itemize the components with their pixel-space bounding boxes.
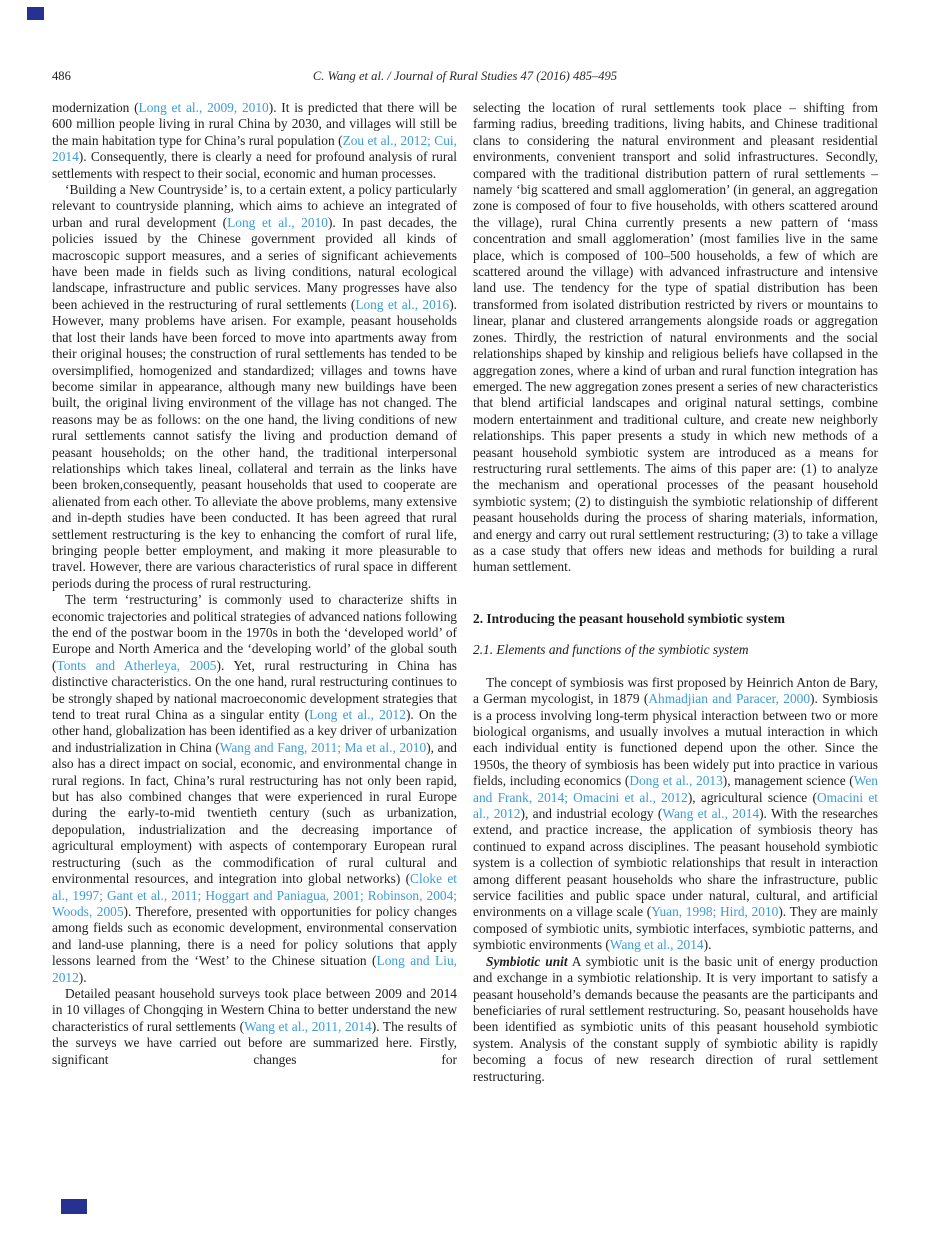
annotation-mark-top-left xyxy=(27,7,44,20)
citation-link[interactable]: Zou et al., 2012; Cui, 2014 xyxy=(52,132,457,165)
citation-link[interactable]: Long et al., 2009, 2010 xyxy=(138,100,269,115)
text-run: ), and also has a direct impact on social, economic, and environmental change in rural regions. In fact, China’s rural restructuring has not only been rapid, but has also combined changes that were experienced in rural Europe during the early-to-mid twentieth century (such as urbanization, depopulation, industrialization and the decreasing importance of agricultural employment) with aspects of contemporary European rural restructuring (such as the commodification of rural cultural and environmental resources, and integration into global networks) ( xyxy=(52,739,457,887)
text-run: ‘Building a New Countryside’ is, to a certain extent, a policy particularly relevant to countryside planning, which aims to achieve an integrated of urban and rural development ( xyxy=(52,182,457,230)
text-run: ). It is predicted that there will be 600 million people living in rural China by 2030, and villages will still be the main habitation type for China’s rural population ( xyxy=(52,100,457,148)
text-run: ), agricultural science ( xyxy=(687,789,817,805)
running-head: C. Wang et al. / Journal of Rural Studies 47 (2016) 485–495 xyxy=(312,69,618,83)
subsection-heading-2-1: 2.1. Elements and functions of the symbiotic system xyxy=(473,641,749,657)
citation-link[interactable]: Wang and Fang, 2011; Ma et al., 2010 xyxy=(219,739,427,755)
citation-link[interactable]: Yuan, 1998; Hird, 2010 xyxy=(651,904,779,920)
run-in-term: Symbiotic unit xyxy=(486,953,568,969)
text-run: The concept of symbiosis was first proposed by Heinrich Anton de Bary, a German mycologist, in 1879 ( xyxy=(473,674,878,707)
citation-link[interactable]: Omacini et al., 2012 xyxy=(473,789,878,822)
text-run: ), and industrial ecology ( xyxy=(520,806,663,822)
text-run: A symbiotic unit is the basic unit of energy production and exchange in a symbiotic relationship. It is very important to satisfy a peasant household’s demands because the peasants are the participants and beneficiaries of rural settlement restructuring. So, peasant households have been identified as symbiotic units of this peasant household symbiotic system. Analysis of the constant supply of symbiotic ability is rapidly becoming a focus of new research direction of rural settlement restructuring. xyxy=(473,953,878,1084)
section-heading-2: 2. Introducing the peasant household symbiotic system xyxy=(473,610,785,626)
text-run: selecting the location of rural settlements took place – shifting from farming radius, breeding traditions, living habits, and Chinese traditional clans to considering the natural environment and pleasant residential environments, convenient transport and solid infrastructures. Secondly, compared with the traditional distribution pattern of rural settlements – namely ‘big scattered and small agglomeration’ (in general, an aggregation zone is composed of four to five households, with others scattered around the village), rural China currently presents a new pattern of ‘mass concentration and small agglomeration’ (most families live in the same place, which is composed of 100–500 households, a few of which are scattered around the village) with advanced infrastructure and intensive land use. The tendency for the type of spatial distribution has been transformed from isolated distribution restricted by rivers or mountains to linear, planar and clustered arrangements alongside roads or aggregation zones. Thirdly, the restriction of natural environments and the social relationships shaped by kinship and religious beliefs have collapsed in the aggregation zones, where a kind of urban and rural function integration has emerged. The new aggregation zones present a series of new characteristics that blend artificial landscapes and original natural settings, combine modern entertainment and traditional culture, and create new neighborly relationships. This paper presents a study in which new methods of a peasant household symbiotic system are introduced as a means for restructuring rural settlements. The aims of this paper are: (1) to analyze the mechanism and operational processes of the peasant household symbiotic system; (2) to distinguish the symbiotic relationship of different peasant households during the process of sharing materials, information, and energy and carry out rural settlement restructuring; (3) to take a village as a case study that offers new ideas and methods for building a rural human settlement. xyxy=(473,100,878,575)
text-run: Detailed peasant household surveys took place between 2009 and 2014 in 10 villages of Chongqing in Western China to better understand the new characteristics of rural settlements ( xyxy=(52,985,457,1034)
text-run: modernization ( xyxy=(52,100,139,115)
text-run: ). With the researches extend, and practice increase, the application of symbiosis theory has continued to expand across disciplines. The peasant household symbiotic system is a collection of symbiotic relationships that result in interaction among different peasant households who share the infrastructure, public service facilities and public space under natural, cultural, and artificial environments on a village scale ( xyxy=(473,806,879,920)
text-run: ). In past decades, the policies issued by the Chinese government provided all kinds of macroscopic support measures, and a series of significant achievements have been made in fields such as living conditions, natural ecological landscape, infrastructure and public services. Many progresses have also been achieved in the restructuring of rural settlements ( xyxy=(52,214,457,312)
text-run: ). On the other hand, globalization has been identified as a key driver of urbanization and industrialization in China ( xyxy=(52,707,457,755)
paragraph-restructuring-term xyxy=(52,592,457,986)
article-body xyxy=(52,100,878,1085)
text-run: ). However, many problems have arisen. For example, peasant households that lost their lands have been forced to move into apartments away from their original houses; the construction of rural settlements has tended to be oversimplified, homogenized and standardized; villages and towns have become similar in appearance, although many new buildings have been built, the original living environment of the village has not changed. The reasons may be as follows: on the one hand, the living conditions of new rural settlements cannot satisfy the living and production demand of peasant households; on the other hand, the traditional interpersonal relationships which takes lineal, collateral and terrain as the links have been broken,consequently, peasant households that used to cooperate are alienated from each other. To alleviate the above problems, many extensive and in-depth studies have been conducted. It has been agreed that rural settlement restructuring is the key to enhancing the comfort of rural life, bringing people better employment, and making it more pleasurable to travel. However, there are various characteristics of rural space in different periods during the process of rural restructuring. xyxy=(52,296,457,591)
citation-link[interactable]: Wen and Frank, 2014; Omacini et al., 2012 xyxy=(473,773,878,805)
citation-link[interactable]: Wang et al., 2011, 2014 xyxy=(244,1018,372,1034)
paragraph-symbiotic-unit xyxy=(473,954,878,1085)
citation-link[interactable]: Wang et al., 2014 xyxy=(609,937,704,953)
paragraph-symbiosis-concept xyxy=(473,675,878,954)
paragraph-modernization xyxy=(52,100,457,182)
citation-link[interactable]: Long and Liu, 2012 xyxy=(52,953,457,985)
citation-link[interactable]: Long et al., 2016 xyxy=(355,296,450,312)
text-run: ). They are mainly composed of symbiotic units, symbiotic interfaces, symbiotic patterns, and symbiotic environments ( xyxy=(473,904,878,953)
text-run: The term ‘restructuring’ is commonly used to characterize shifts in economic trajectories and political strategies of advanced nations following the end of the postwar boom in the 1970s in both the ‘developed world’ of Europe and North America and the ‘developing world’ of the global south ( xyxy=(52,592,457,673)
citation-link[interactable]: Dong et al., 2013 xyxy=(629,773,723,789)
text-run: ). The results of the surveys we have carried out before are summarized here. Firstly, significant changes for xyxy=(52,1018,458,1067)
text-run: ), management science ( xyxy=(722,773,854,789)
text-run: ). xyxy=(703,937,712,953)
citation-link[interactable]: Long et al., 2012 xyxy=(309,707,406,723)
page-number: 486 xyxy=(52,69,71,83)
annotation-mark-bottom-left xyxy=(61,1199,87,1214)
paragraph-surveys xyxy=(52,986,457,1068)
citation-link[interactable]: Wang et al., 2014 xyxy=(662,806,760,822)
citation-link[interactable]: Ahmadjian and Paracer, 2000 xyxy=(648,691,811,707)
left-column xyxy=(52,100,457,1085)
citation-link[interactable]: Long et al., 2010 xyxy=(227,214,328,230)
page-header xyxy=(52,69,878,84)
citation-link[interactable]: Cloke et al., 1997; Gant et al., 2011; Hoggart and Paniagua, 2001; Robinson, 2004; Woods, 2005 xyxy=(52,871,458,919)
right-column xyxy=(473,100,878,1085)
paragraph-building-new-countryside xyxy=(52,182,457,592)
text-run: ). Therefore, presented with opportunities for policy changes among fields such as economic development, environmental conservation and land-use planning, there is a need for policy solutions that apply lessons learned from the ‘West’ to the Chinese situation ( xyxy=(52,903,457,969)
text-run: ). Yet, rural restructuring in China has distinctive characteristics. On the one hand, rural restructuring continues to be strongly shaped by national macroeconomic development strategies that tend to treat rural China as a singular entity ( xyxy=(52,657,457,723)
text-run: ). xyxy=(78,969,87,985)
text-run: ). Consequently, there is clearly a need for profound analysis of rural settlements with respect to their social, economic and human processes. xyxy=(52,149,457,181)
paragraph-survey-findings xyxy=(473,100,878,576)
text-run: ). Symbiosis is a process involving long-term physical interaction between two or more biological organisms, and usually involves a mutual interaction in which each individual entity is functioned depend upon the other. Since the 1950s, the theory of symbiosis has been widely put into practice in various fields, including economics ( xyxy=(473,691,879,789)
citation-link[interactable]: Tonts and Atherleya, 2005 xyxy=(56,657,217,673)
